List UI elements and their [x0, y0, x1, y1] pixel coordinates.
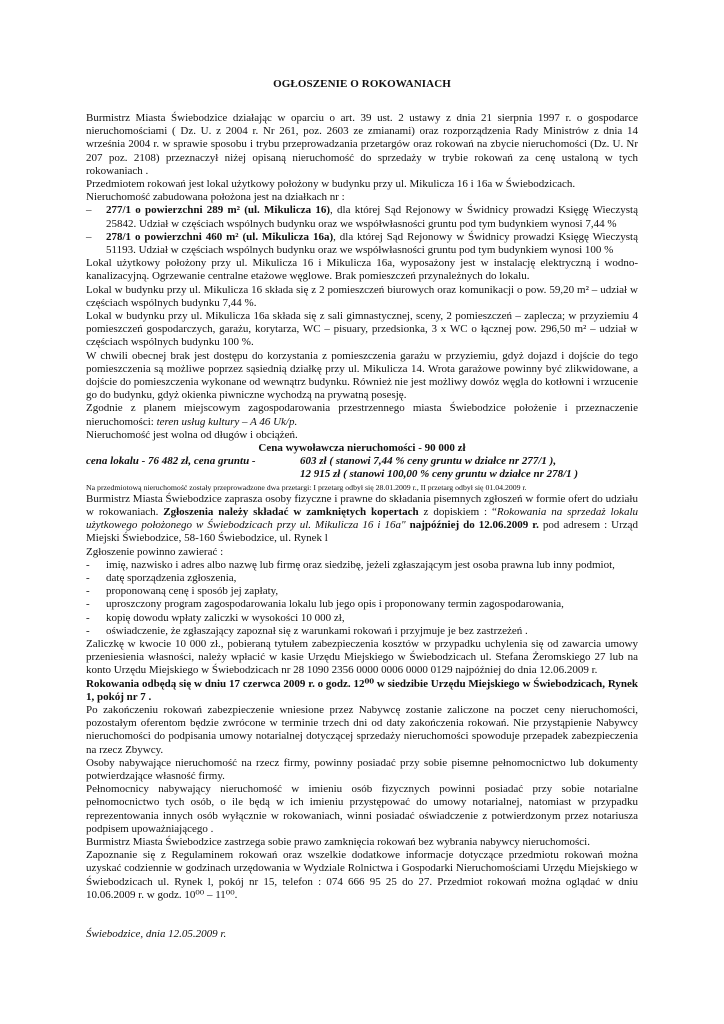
address: pod adresem : Urząd Miejski Świebodzice, 58-160 Świebodzice, ul. Rynek l [86, 519, 639, 545]
garage-paragraph: W chwili obecnej brak jest dostępu do korzystania z pomieszczenia garażu w przyziemiu, gdyż dojazd i dojście do tego pomieszczenia są możliwe poprzez sąsiednią działkę przy ul. Mikulicza 14. Wrota garażowe powinny być zlikwidowane, a dojście do pomieszczenia wykonane od wewnątrz budynku. Również nie jest możliwy dowóz węgla do kotłowni i wrzucenie go do budynku, gdyż okienka piwniczne wychodzą na prywatną posesję. [86, 349, 638, 402]
after-negotiation-paragraph: Po zakończeniu rokowań zabezpieczenie wniesione przez Nabywcę zostanie zaliczone na poczet ceny nieruchomości, pozostałym oferentom będzie zwrócone w terminie trzech dni od daty zakończenia rokowań. Nie przystąpienie Nabywcy nieruchomości do podpisania umowy notarialnej dotyczącej sprzedaży nieruchomości spowoduje przepadek zabezpieczenia na rzecz Zbywcy. [86, 703, 638, 756]
requirement-text: uproszczony program zagospodarowania lokalu lub jego opis i proponowany termin zagospodarowania, [106, 598, 564, 611]
price-heading [86, 442, 638, 455]
requirement-item [86, 585, 638, 598]
price-land-2: 12 915 zł ( stanowi 100,00 % ceny gruntu w działce nr 278/1 ) [300, 468, 579, 481]
plot-text: , dla której Sąd Rejonowy w Świdnicy prowadzi Księgę Wieczystą 51193. Udział w częściach wspólnych budynku oraz we współwłasności gruntu pod tym budynkiem wynosi 100 % [106, 230, 638, 257]
price-line-1 [86, 455, 638, 468]
dash-marker: – [86, 204, 92, 217]
price-line-2 [86, 468, 638, 481]
invitation-paragraph [86, 493, 638, 546]
requirement-text: proponowaną cenę i sposób jej zapłaty, [106, 585, 279, 598]
invitation-text: Burmistrz Miasta Świebodzice zaprasza osoby fizyczne i prawne do składania pisemnych zgłoszeń w formie ofert do udziału w rokowaniach. [86, 492, 638, 518]
requirement-text: datę sporządzenia zgłoszenia, [106, 571, 237, 584]
price-heading-text: Cena wywoławcza nieruchomości - 90 000 zł [258, 442, 466, 455]
negotiation-date-paragraph [86, 678, 638, 704]
equipment-paragraph: Lokal użytkowy położony przy ul. Mikulicza 16 i Mikulicza 16a, wyposażony jest w instalację elektryczną i wodno-kanalizacyjną. Ogrzewanie centralne etażowe węglowe. Brak pomieszczeń przynależnych do lokalu. [86, 257, 638, 283]
plot-text: , dla której Sąd Rejonowy w Świdnicy prowadzi Księgę Wieczystą 25842. Udział w częściach wspólnych budynku oraz we współwłasności gruntu pod tym budynkiem wynosi 7,44 % [106, 204, 638, 230]
invitation-text: z dopiskiem : “ [418, 505, 497, 518]
plot-item [86, 204, 638, 230]
price-land-1: 603 zł ( stanowi 7,44 % ceny gruntu w działce nr 277/1 ), [300, 455, 557, 468]
unit-16a-paragraph: Lokal w budynku przy ul. Mikulicza 16a składa się z sali gimnastycznej, sceny, 2 pomieszczeń – zaplecza; w przyziemiu 4 pomieszczeń gospodarczych, garażu, korytarza, WC – pisuary, przedsionka, 3 x WC o łącznej pow. 296,50 m² – udział w częściach wspólnych budynku 100 %. [86, 310, 638, 349]
intro-paragraph: Burmistrz Miasta Świebodzice działając w oparciu o art. 39 ust. 2 ustawy z dnia 21 sierpnia 1997 r. o gospodarce nieruchomościami ( Dz. U. z 2004 r. Nr 261, poz. 2603 ze zmianami) oraz rozporządzenia Rady Ministrów z dnia 14 września 2004 r. w sprawie sposobu i trybu przeprowadzania przetargów oraz rokowań na zbycie nieruchomości (Dz. U. Nr 207 poz. 2108) przeznaczył niżej opisaną nieruchomość do sprzedaży w trybie rokowań za cenę ustaloną w tych rokowaniach . [86, 112, 638, 177]
dash-marker: - [86, 585, 90, 598]
envelope-instruction: Zgłoszenia należy składać w zamkniętych kopertach [163, 505, 419, 518]
zoning-text: Zgodnie z planem miejscowym zagospodarowania przestrzennego miasta Świebodzice położenie i przeznaczenie nieruchomości: [86, 402, 638, 428]
deadline: najpóźniej do 12.06.2009 r. [405, 519, 539, 532]
plots-intro: Nieruchomość zabudowana położona jest na działkach nr : [86, 191, 345, 204]
unit-16-paragraph: Lokal w budynku przy ul. Mikulicza 16 składa się z 2 pomieszczeń biurowych oraz komunikacji o pow. 59,20 m² – udział w częściach wspólnych budynku 7,44 %. [86, 283, 638, 309]
dash-marker: - [86, 611, 90, 624]
advance-payment-paragraph: Zaliczkę w kwocie 10 000 zł., pobieraną tytułem zabezpieczenia kosztów w przypadku uchylenia się od zawarcia umowy przeniesienia własności, należy wpłacić w kasie Urzędu Miejskiego w Świebodzicach ul. Stefana Żeromskiego 27 lub na konto Urzędu Miejskiego w Świebodzicach nr 28 1090 2356 0000 0006 0000 0129 najpóźniej do dnia 12.06.2009 r. [86, 637, 638, 677]
dash-marker: - [86, 571, 90, 584]
encumbrance-paragraph: Nieruchomość jest wolna od długów i obciążeń. [86, 428, 298, 441]
tender-history-note: Na przedmiotową nieruchomość zostały przeprowadzone dwa przetargi: I przetarg odbył się 28.01.2009 r., II przetarg odbył się 01.04.2009 r. [86, 482, 527, 492]
plot-item [86, 231, 638, 257]
document-page [86, 78, 638, 940]
company-buyers-paragraph: Osoby nabywające nieruchomość na rzecz firmy, powinny posiadać przy sobie pisemne pełnomocnictwo lub dokumenty potwierdzające własność firmy. [86, 756, 638, 782]
requirement-text: oświadczenie, że zgłaszający zapoznał się z warunkami rokowań i przyjmuje je bez zastrzeżeń . [106, 624, 528, 637]
requirement-item [86, 598, 638, 611]
dash-marker: - [86, 558, 90, 571]
requirement-text: imię, nazwisko i adres albo nazwę lub firmę oraz siedzibę, jeżeli zgłaszającym jest osoba prawna lub inny podmiot, [106, 558, 615, 571]
subject-paragraph: Przedmiotem rokowań jest lokal użytkowy położony w budynku przy ul. Mikulicza 16 i 16a w Świebodzicach. [86, 178, 576, 191]
dash-marker: – [86, 230, 92, 243]
dash-marker: - [86, 598, 90, 611]
reservation-paragraph: Burmistrz Miasta Świebodzice zastrzega sobie prawo zamknięcia rokowań bez wybrania nabywcy nieruchomości. [86, 835, 590, 848]
price-local: cena lokalu - 76 482 zł, cena gruntu - [86, 455, 256, 468]
proxies-paragraph: Pełnomocnicy nabywający nieruchomość w imieniu osób fizycznych powinni posiadać przy sobie notarialne pełnomocnictwo tych osób, o ile będą w ich imieniu przystępować do umowy notarialnej, natomiast w przypadku reprezentowania innych osób wyłącznie w rokowaniach, winni posiadać oświadczenie z potwierdzonym przez notariusza podpisem upoważniającego . [86, 783, 638, 835]
negotiation-date: Rokowania odbędą się w dniu 17 czerwca 2009 r. o godz. 12⁰⁰ w siedzibie Urzędu Miejskiego w Świebodzicach, Rynek 1, pokój nr 7 . [86, 677, 638, 703]
document-title: OGŁOSZENIE O ROKOWANIACH [273, 78, 451, 90]
plot-heading: 278/1 o powierzchni 460 m² (ul. Mikulicza 16a) [106, 230, 334, 243]
requirement-item [86, 612, 638, 625]
requirement-item [86, 625, 638, 638]
plot-heading: 277/1 o powierzchni 289 m² (ul. Mikulicza 16) [106, 204, 331, 217]
requirement-item [86, 572, 638, 585]
information-paragraph: Zapoznanie się z Regulaminem rokowań oraz wszelkie dodatkowe informacje dotyczące przedmiotu rokowań można uzyskać codziennie w godzinach urzędowania w Wydziale Rolnictwa i Gospodarki Nieruchomościami Urzędu Miejskiego w Świebodzicach ul. Rynek l, pokój nr 15, telefon : 074 666 95 25 do 27. Przedmiot rokowań można oglądać w dniu 10.06.2009 r. w godz. 10⁰⁰ – 11⁰⁰. [86, 849, 638, 901]
requirement-text: kopię dowodu wpłaty zaliczki w wysokości 10 000 zł, [106, 611, 345, 624]
requirement-item [86, 559, 638, 572]
requirements-intro: Zgłoszenie powinno zawierać : [86, 545, 224, 558]
zoning-paragraph [86, 402, 638, 428]
envelope-label: Rokowania na sprzedaż lokalu użytkowego położonego w Świebodzicach przy ul. Mikulicza 16 i 16a" [86, 505, 638, 532]
dash-marker: - [86, 624, 90, 637]
place-and-date: Świebodzice, dnia 12.05.2009 r. [86, 927, 227, 940]
zoning-designation: teren usług kultury – A 46 Uk/p. [156, 415, 298, 428]
